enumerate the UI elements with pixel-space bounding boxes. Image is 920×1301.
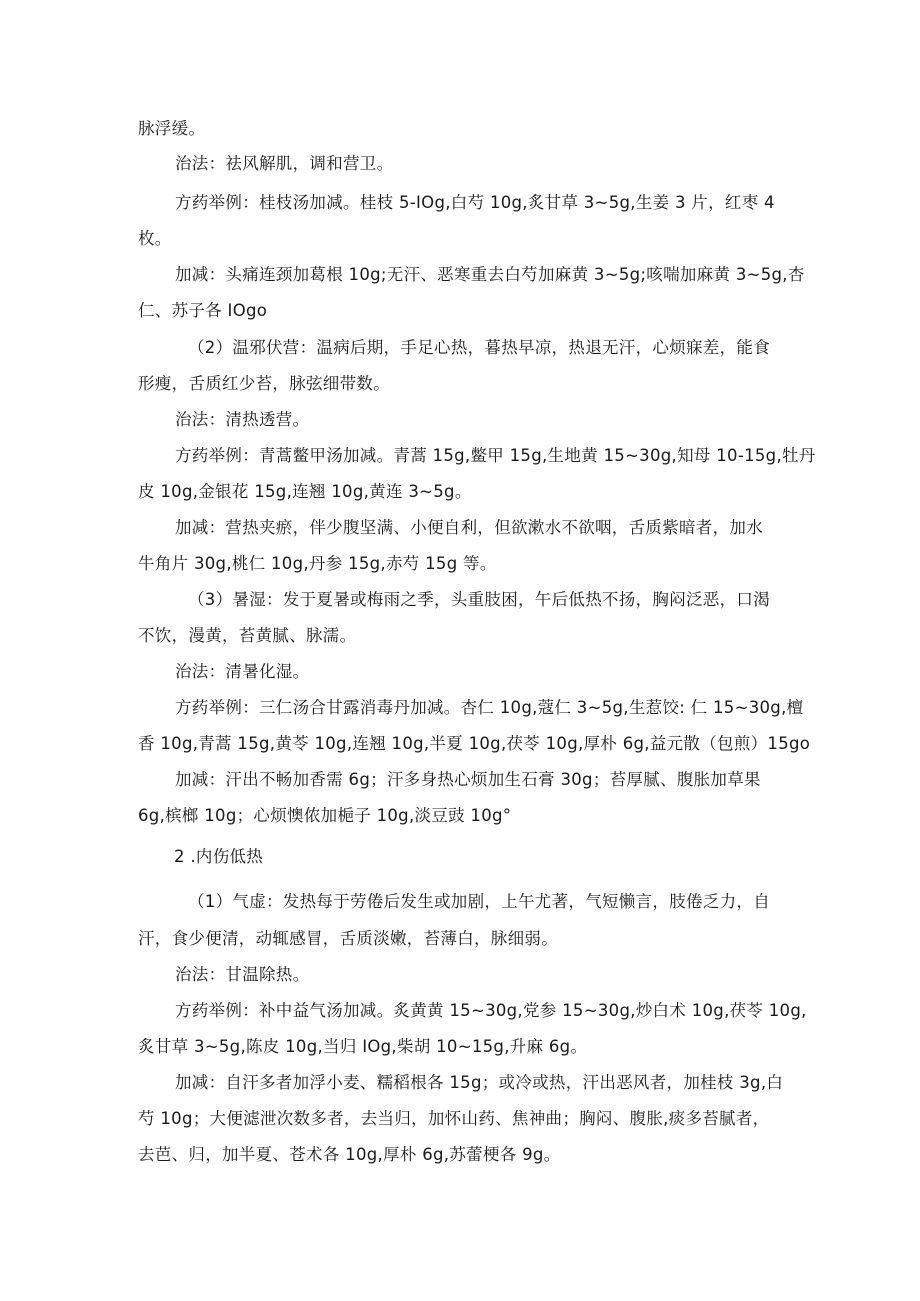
text-line: 方药举例：青蒿鳖甲汤加减。青蒿 15g,鳖甲 15g,生地黄 15~30g,知母 10-15g,牡丹 bbox=[175, 446, 816, 465]
text-line: 皮 10g,金银花 15g,连翘 10g,黄连 3~5g。 bbox=[138, 482, 472, 501]
text-line: （1）气虚：发热每于劳倦后发生或加剧，上午尤著，气短懒言，肢倦乏力，自 bbox=[188, 892, 770, 911]
text-line: 芍 10g；大便滤泄次数多者，去当归，加怀山药、焦神曲；胸闷、腹胀,痰多苔腻者， bbox=[138, 1109, 770, 1128]
text-line: 治法：清暑化湿。 bbox=[175, 662, 310, 681]
text-line: 牛角片 30g,桃仁 10g,丹参 15g,赤芍 15g 等。 bbox=[138, 554, 497, 573]
text-line: 方药举例：补中益气汤加减。炙黄黄 15~30g,党参 15~30g,炒白术 10g,茯苓 10g, bbox=[175, 1001, 807, 1020]
text-line: 加减：汗出不畅加香需 6g；汗多身热心烦加生石膏 30g；苔厚腻、腹胀加草果 bbox=[175, 770, 761, 789]
text-line: 汗，食少便清，动辄感冒，舌质淡嫩，苔薄白，脉细弱。 bbox=[138, 929, 558, 948]
text-line: 形瘦，舌质红少苔，脉弦细带数。 bbox=[138, 374, 390, 393]
text-line: 脉浮缓。 bbox=[138, 119, 206, 138]
text-line: （2）温邪伏营：温病后期，手足心热，暮热早凉，热退无汗，心烦寐差，能食 bbox=[188, 338, 770, 357]
text-line: 治法：祛风解肌，调和营卫。 bbox=[175, 154, 394, 173]
text-line: 不饮，漫黄，苔黄腻、脉濡。 bbox=[138, 626, 357, 645]
text-line: （3）暑湿：发于夏暑或梅雨之季，头重肢困，午后低热不扬，胸闷泛恶，口渴 bbox=[188, 590, 770, 609]
text-line: 方药举例：桂枝汤加减。桂枝 5-IOg,白芍 10g,炙甘草 3~5g,生姜 3 片，红枣 4 bbox=[175, 193, 775, 212]
text-line: 治法：甘温除热。 bbox=[175, 965, 310, 984]
text-line: 炙甘草 3~5g,陈皮 10g,当归 IOg,柴胡 10~15g,升麻 6g。 bbox=[138, 1037, 588, 1056]
text-line: 枚。 bbox=[138, 229, 172, 248]
text-line: 香 10g,青蒿 15g,黄苓 10g,连翘 10g,半夏 10g,茯苓 10g,厚朴 6g,益元散（包煎）15go bbox=[138, 734, 811, 753]
text-line: 加减：头痛连颈加葛根 10g;无汗、恶寒重去白芍加麻黄 3~5g;咳喘加麻黄 3~5g,杏 bbox=[175, 265, 805, 284]
text-line: 加减：营热夹瘀，伴少腹坚满、小便自利，但欲漱水不欲咽，舌质紫暗者，加水 bbox=[175, 518, 763, 537]
text-line: 治法：清热透营。 bbox=[175, 410, 310, 429]
text-line: 6g,槟榔 10g；心烦懊侬加梔子 10g,淡豆豉 10g° bbox=[138, 806, 512, 825]
text-line: 加减：自汗多者加浮小麦、糯稻根各 15g；或冷或热，汗出恶风者，加桂枝 3g,白 bbox=[175, 1073, 784, 1092]
text-line: 仁、苏子各 IOgo bbox=[138, 301, 268, 320]
text-line: 方药举例：三仁汤合甘露消毒丹加减。杏仁 10g,蔻仁 3~5g,生惹饺: 仁 15~30g,檀 bbox=[175, 698, 804, 717]
text-line: 去芭、归，加半夏、苍术各 10g,厚朴 6g,苏蕾梗各 9g。 bbox=[138, 1145, 561, 1164]
section-heading: 2 .内伤低热 bbox=[174, 847, 264, 866]
